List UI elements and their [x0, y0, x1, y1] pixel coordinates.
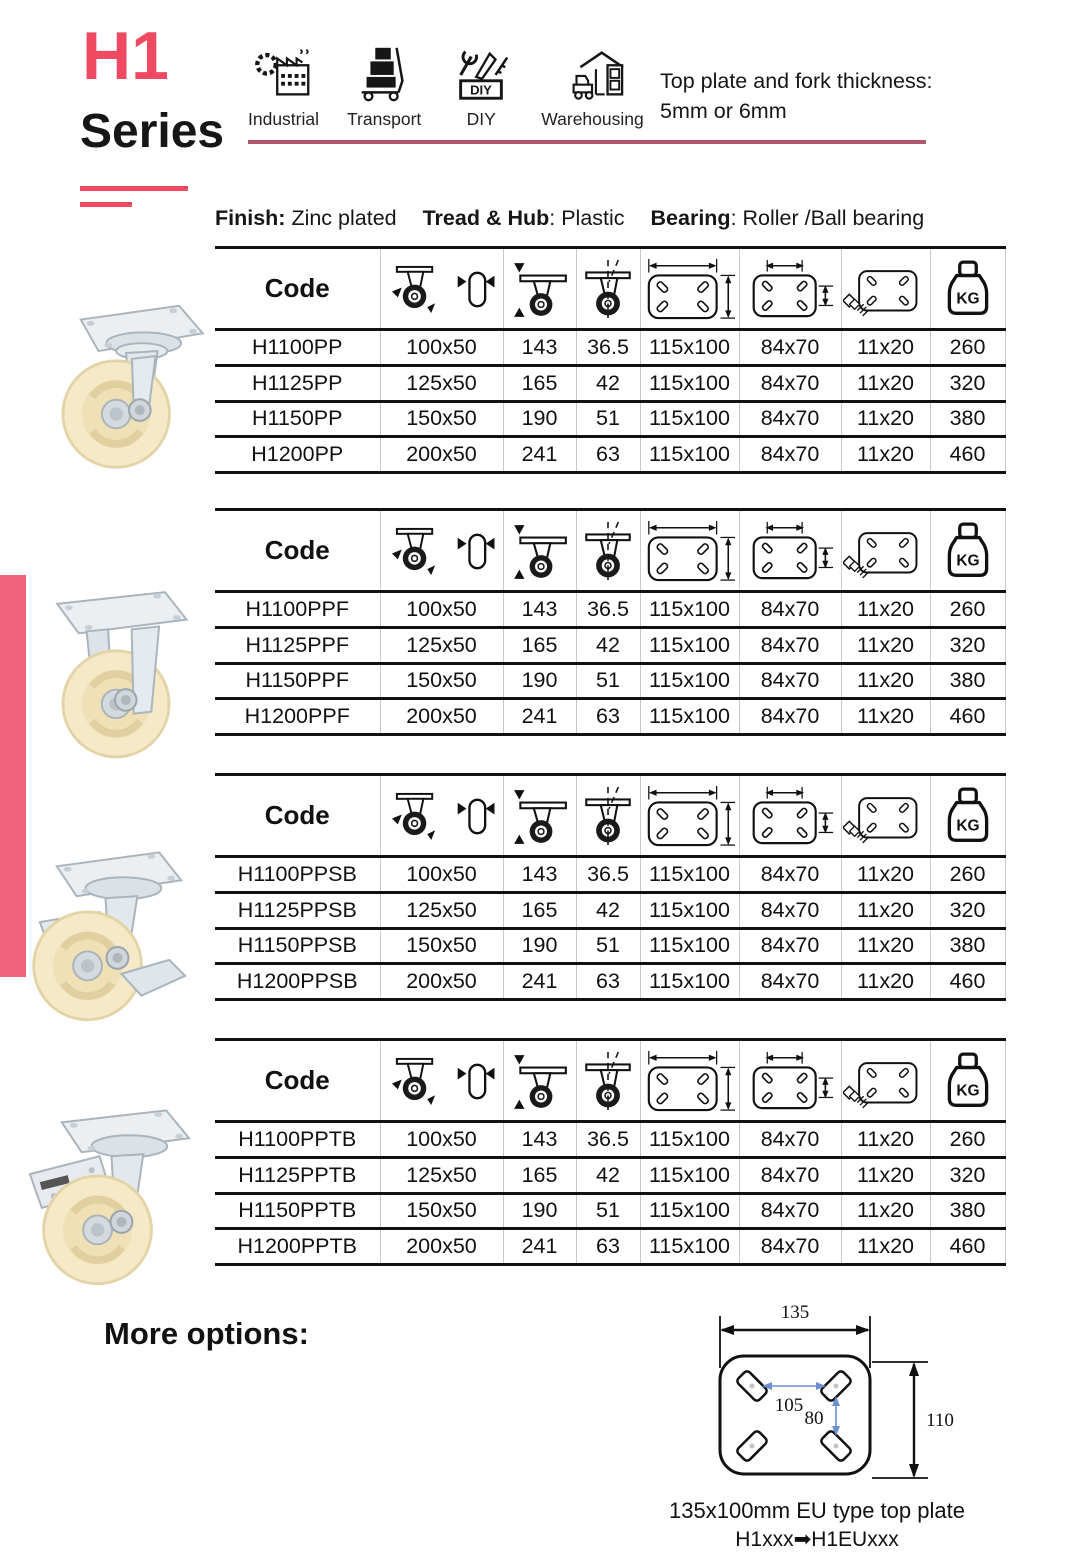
cell-load_capacity_kg: 320 — [930, 1157, 1005, 1193]
cell-wheel_size: 100x50 — [380, 592, 503, 628]
spec-row — [215, 1122, 1005, 1158]
cell-mount_height: 190 — [503, 928, 576, 964]
swivel-radius-icon — [580, 280, 636, 297]
cell-bolt_hole_size: 11x20 — [841, 892, 930, 928]
plate-size-icon — [643, 1072, 736, 1089]
cell-plate_size: 115x100 — [640, 1193, 739, 1229]
bolt-hole-spacing-icon — [744, 1072, 837, 1089]
cell-swivel_radius: 63 — [576, 964, 640, 1000]
cell-bolt_hole_spacing: 84x70 — [739, 592, 841, 628]
cell-bolt_hole_size: 11x20 — [841, 1122, 930, 1158]
wheel-size-icon — [389, 542, 495, 559]
application-label: Warehousing — [541, 109, 644, 129]
application-diy — [449, 42, 513, 130]
spec-row — [215, 1229, 1005, 1265]
cell-load_capacity_kg: 460 — [930, 699, 1005, 735]
thickness-note — [660, 66, 933, 126]
cell-wheel_size: 150x50 — [380, 663, 503, 699]
fixed-caster-photo — [18, 576, 214, 768]
cell-code: H1125PP — [215, 365, 380, 401]
logo-underline-2 — [80, 202, 132, 207]
eu-top-plate-diagram — [652, 1298, 982, 1493]
cell-swivel_radius: 51 — [576, 1193, 640, 1229]
cell-code: H1200PPF — [215, 699, 380, 735]
swivel-radius-icon — [580, 542, 636, 559]
logo-underline-1 — [80, 186, 188, 191]
application-industrial — [248, 42, 319, 130]
cell-bolt_hole_size: 11x20 — [841, 365, 930, 401]
cell-load_capacity_kg: 380 — [930, 401, 1005, 437]
cell-load_capacity_kg: 380 — [930, 1193, 1005, 1229]
application-transport — [347, 42, 421, 130]
cell-swivel_radius: 42 — [576, 1157, 640, 1193]
application-label: Transport — [347, 109, 422, 129]
cell-wheel_size: 100x50 — [380, 1122, 503, 1158]
cell-plate_size: 115x100 — [640, 592, 739, 628]
wheel-size-icon — [389, 807, 495, 824]
cell-swivel_radius: 63 — [576, 437, 640, 473]
cell-code: H1200PP — [215, 437, 380, 473]
cell-swivel_radius: 42 — [576, 627, 640, 663]
bolt-hole-size-icon — [843, 542, 929, 559]
spec-bearing: Bearing: Roller /Ball bearing — [650, 206, 925, 230]
cell-bolt_hole_size: 11x20 — [841, 330, 930, 366]
swivel-radius-icon — [580, 807, 636, 824]
spec-header-row — [215, 248, 1005, 330]
cell-mount_height: 190 — [503, 663, 576, 699]
cell-bolt_hole_size: 11x20 — [841, 663, 930, 699]
header-divider-rule — [248, 140, 926, 144]
cell-load_capacity_kg: 260 — [930, 592, 1005, 628]
spec-row — [215, 1157, 1005, 1193]
bolt-hole-size-icon — [843, 280, 929, 297]
cell-wheel_size: 200x50 — [380, 437, 503, 473]
spec-row — [215, 892, 1005, 928]
spec-header-row — [215, 1040, 1005, 1122]
transport-trolley-icon — [352, 42, 416, 106]
load-capacity-kg-icon — [944, 1072, 992, 1089]
swivel-total-brake-caster-photo — [2, 1096, 216, 1296]
cell-wheel_size: 100x50 — [380, 857, 503, 893]
cell-plate_size: 115x100 — [640, 892, 739, 928]
spec-row — [215, 330, 1005, 366]
bolt-hole-spacing-icon — [744, 542, 837, 559]
plate-size-icon — [643, 807, 736, 824]
cell-plate_size: 115x100 — [640, 330, 739, 366]
cell-swivel_radius: 36.5 — [576, 330, 640, 366]
plate-outer-width-label: 135 — [780, 1302, 810, 1323]
cell-bolt_hole_size: 11x20 — [841, 1229, 930, 1265]
cell-code: H1150PPF — [215, 663, 380, 699]
cell-bolt_hole_size: 11x20 — [841, 964, 930, 1000]
materials-spec-line — [215, 206, 944, 231]
cell-swivel_radius: 36.5 — [576, 592, 640, 628]
cell-code: H1200PPTB — [215, 1229, 380, 1265]
cell-load_capacity_kg: 320 — [930, 627, 1005, 663]
thickness-note-line2: 5mm or 6mm — [660, 99, 787, 123]
plate-size-icon — [643, 280, 736, 297]
swivel-radius-icon — [580, 1072, 636, 1089]
spec-row — [215, 857, 1005, 893]
cell-plate_size: 115x100 — [640, 663, 739, 699]
cell-plate_size: 115x100 — [640, 1229, 739, 1265]
cell-bolt_hole_spacing: 84x70 — [739, 1193, 841, 1229]
cell-bolt_hole_size: 11x20 — [841, 699, 930, 735]
cell-plate_size: 115x100 — [640, 928, 739, 964]
cell-load_capacity_kg: 460 — [930, 437, 1005, 473]
hole-spacing-y-label: 80 — [804, 1408, 824, 1429]
cell-plate_size: 115x100 — [640, 401, 739, 437]
bolt-hole-size-icon — [843, 807, 929, 824]
cell-bolt_hole_spacing: 84x70 — [739, 437, 841, 473]
code-column-header: Code — [215, 1040, 380, 1122]
cell-bolt_hole_size: 11x20 — [841, 857, 930, 893]
diy-box-text: DIY — [470, 82, 493, 98]
spec-header-row — [215, 775, 1005, 857]
cell-code: H1100PPTB — [215, 1122, 380, 1158]
cell-wheel_size: 200x50 — [380, 699, 503, 735]
cell-bolt_hole_size: 11x20 — [841, 1193, 930, 1229]
cell-wheel_size: 150x50 — [380, 1193, 503, 1229]
cell-plate_size: 115x100 — [640, 627, 739, 663]
spec-table-fixed — [215, 508, 1006, 736]
cell-mount_height: 241 — [503, 437, 576, 473]
series-word-title: Series — [80, 105, 225, 158]
code-column-header: Code — [215, 775, 380, 857]
cell-mount_height: 241 — [503, 699, 576, 735]
thickness-note-line1: Top plate and fork thickness: — [660, 69, 933, 93]
cell-bolt_hole_spacing: 84x70 — [739, 892, 841, 928]
bolt-hole-spacing-icon — [744, 280, 837, 297]
spec-row — [215, 365, 1005, 401]
warehousing-forklift-icon — [561, 42, 625, 106]
cell-swivel_radius: 63 — [576, 1229, 640, 1265]
application-label: Industrial — [248, 109, 320, 129]
mounting-height-icon — [510, 807, 570, 824]
cell-mount_height: 165 — [503, 365, 576, 401]
cell-code: H1100PPSB — [215, 857, 380, 893]
cell-bolt_hole_size: 11x20 — [841, 592, 930, 628]
plate-outer-height-label: 110 — [926, 1410, 954, 1431]
bolt-hole-spacing-icon — [744, 807, 837, 824]
cell-mount_height: 190 — [503, 1193, 576, 1229]
cell-bolt_hole_spacing: 84x70 — [739, 928, 841, 964]
code-column-header: Code — [215, 248, 380, 330]
cell-plate_size: 115x100 — [640, 1157, 739, 1193]
application-icons-row — [248, 42, 644, 130]
spec-row — [215, 663, 1005, 699]
cell-load_capacity_kg: 460 — [930, 1229, 1005, 1265]
load-capacity-kg-icon — [944, 280, 992, 297]
cell-swivel_radius: 63 — [576, 699, 640, 735]
spec-table-side-brake — [215, 773, 1006, 1001]
cell-bolt_hole_spacing: 84x70 — [739, 401, 841, 437]
cell-code: H1100PP — [215, 330, 380, 366]
diy-toolbox-icon — [449, 42, 513, 106]
cell-mount_height: 143 — [503, 857, 576, 893]
cell-swivel_radius: 36.5 — [576, 857, 640, 893]
cell-code: H1150PP — [215, 401, 380, 437]
cell-wheel_size: 150x50 — [380, 928, 503, 964]
cell-wheel_size: 125x50 — [380, 1157, 503, 1193]
cell-code: H1125PPTB — [215, 1157, 380, 1193]
cell-wheel_size: 200x50 — [380, 964, 503, 1000]
cell-load_capacity_kg: 380 — [930, 928, 1005, 964]
spec-table-swivel — [215, 246, 1006, 474]
mounting-height-icon — [510, 542, 570, 559]
cell-wheel_size: 150x50 — [380, 401, 503, 437]
cell-bolt_hole_size: 11x20 — [841, 1157, 930, 1193]
mounting-height-icon — [510, 280, 570, 297]
cell-plate_size: 115x100 — [640, 365, 739, 401]
cell-mount_height: 165 — [503, 627, 576, 663]
spec-row — [215, 627, 1005, 663]
spec-header-row — [215, 510, 1005, 592]
cell-mount_height: 241 — [503, 964, 576, 1000]
spec-row — [215, 699, 1005, 735]
cell-bolt_hole_spacing: 84x70 — [739, 627, 841, 663]
industrial-factory-icon — [252, 42, 316, 106]
diagram-caption-line2: H1xxx➡H1EUxxx — [735, 1528, 899, 1551]
plate-size-icon — [643, 542, 736, 559]
spec-row — [215, 1193, 1005, 1229]
more-options-heading: More options: — [104, 1316, 309, 1351]
cell-mount_height: 143 — [503, 330, 576, 366]
spec-row — [215, 928, 1005, 964]
cell-mount_height: 143 — [503, 592, 576, 628]
spec-row — [215, 437, 1005, 473]
cell-code: H1150PPTB — [215, 1193, 380, 1229]
cell-bolt_hole_spacing: 84x70 — [739, 1157, 841, 1193]
cell-load_capacity_kg: 260 — [930, 330, 1005, 366]
application-warehousing — [541, 42, 643, 130]
cell-wheel_size: 125x50 — [380, 627, 503, 663]
cell-load_capacity_kg: 260 — [930, 1122, 1005, 1158]
bolt-hole-size-icon — [843, 1072, 929, 1089]
cell-plate_size: 115x100 — [640, 964, 739, 1000]
load-capacity-kg-icon — [944, 542, 992, 559]
load-capacity-kg-icon — [944, 807, 992, 824]
cell-code: H1200PPSB — [215, 964, 380, 1000]
swivel-caster-photo — [28, 294, 228, 476]
cell-bolt_hole_size: 11x20 — [841, 928, 930, 964]
cell-bolt_hole_spacing: 84x70 — [739, 964, 841, 1000]
cell-load_capacity_kg: 260 — [930, 857, 1005, 893]
cell-mount_height: 190 — [503, 401, 576, 437]
swivel-side-brake-caster-photo — [2, 836, 216, 1036]
cell-swivel_radius: 51 — [576, 928, 640, 964]
cell-mount_height: 165 — [503, 1157, 576, 1193]
cell-bolt_hole_size: 11x20 — [841, 437, 930, 473]
wheel-size-icon — [389, 1072, 495, 1089]
cell-code: H1125PPSB — [215, 892, 380, 928]
cell-load_capacity_kg: 320 — [930, 365, 1005, 401]
cell-load_capacity_kg: 320 — [930, 892, 1005, 928]
diagram-caption-line1: 135x100mm EU type top plate — [669, 1498, 965, 1523]
spec-finish: Finish: Zinc plated — [215, 206, 397, 230]
series-code-title: H1 — [82, 18, 169, 94]
spec-tread-hub: Tread & Hub: Plastic — [422, 206, 625, 230]
cell-bolt_hole_spacing: 84x70 — [739, 330, 841, 366]
wheel-size-icon — [389, 280, 495, 297]
cell-bolt_hole_spacing: 84x70 — [739, 365, 841, 401]
cell-mount_height: 165 — [503, 892, 576, 928]
spec-table-total-brake — [215, 1038, 1006, 1266]
cell-swivel_radius: 42 — [576, 892, 640, 928]
cell-bolt_hole_spacing: 84x70 — [739, 1229, 841, 1265]
cell-wheel_size: 200x50 — [380, 1229, 503, 1265]
cell-plate_size: 115x100 — [640, 437, 739, 473]
spec-row — [215, 401, 1005, 437]
cell-code: H1125PPF — [215, 627, 380, 663]
cell-swivel_radius: 51 — [576, 663, 640, 699]
cell-bolt_hole_size: 11x20 — [841, 401, 930, 437]
cell-plate_size: 115x100 — [640, 699, 739, 735]
cell-swivel_radius: 51 — [576, 401, 640, 437]
cell-swivel_radius: 36.5 — [576, 1122, 640, 1158]
spec-row — [215, 592, 1005, 628]
cell-load_capacity_kg: 380 — [930, 663, 1005, 699]
cell-wheel_size: 125x50 — [380, 365, 503, 401]
application-label: DIY — [466, 109, 496, 129]
cell-swivel_radius: 42 — [576, 365, 640, 401]
cell-bolt_hole_spacing: 84x70 — [739, 857, 841, 893]
mounting-height-icon — [510, 1072, 570, 1089]
cell-wheel_size: 100x50 — [380, 330, 503, 366]
cell-code: H1150PPSB — [215, 928, 380, 964]
cell-bolt_hole_spacing: 84x70 — [739, 699, 841, 735]
code-column-header: Code — [215, 510, 380, 592]
cell-wheel_size: 125x50 — [380, 892, 503, 928]
cell-bolt_hole_spacing: 84x70 — [739, 1122, 841, 1158]
cell-plate_size: 115x100 — [640, 1122, 739, 1158]
cell-load_capacity_kg: 460 — [930, 964, 1005, 1000]
cell-plate_size: 115x100 — [640, 857, 739, 893]
cell-bolt_hole_spacing: 84x70 — [739, 663, 841, 699]
side-accent-bar — [0, 575, 26, 977]
cell-code: H1100PPF — [215, 592, 380, 628]
spec-row — [215, 964, 1005, 1000]
cell-mount_height: 143 — [503, 1122, 576, 1158]
hole-spacing-x-label: 105 — [774, 1395, 804, 1416]
cell-bolt_hole_size: 11x20 — [841, 627, 930, 663]
cell-mount_height: 241 — [503, 1229, 576, 1265]
